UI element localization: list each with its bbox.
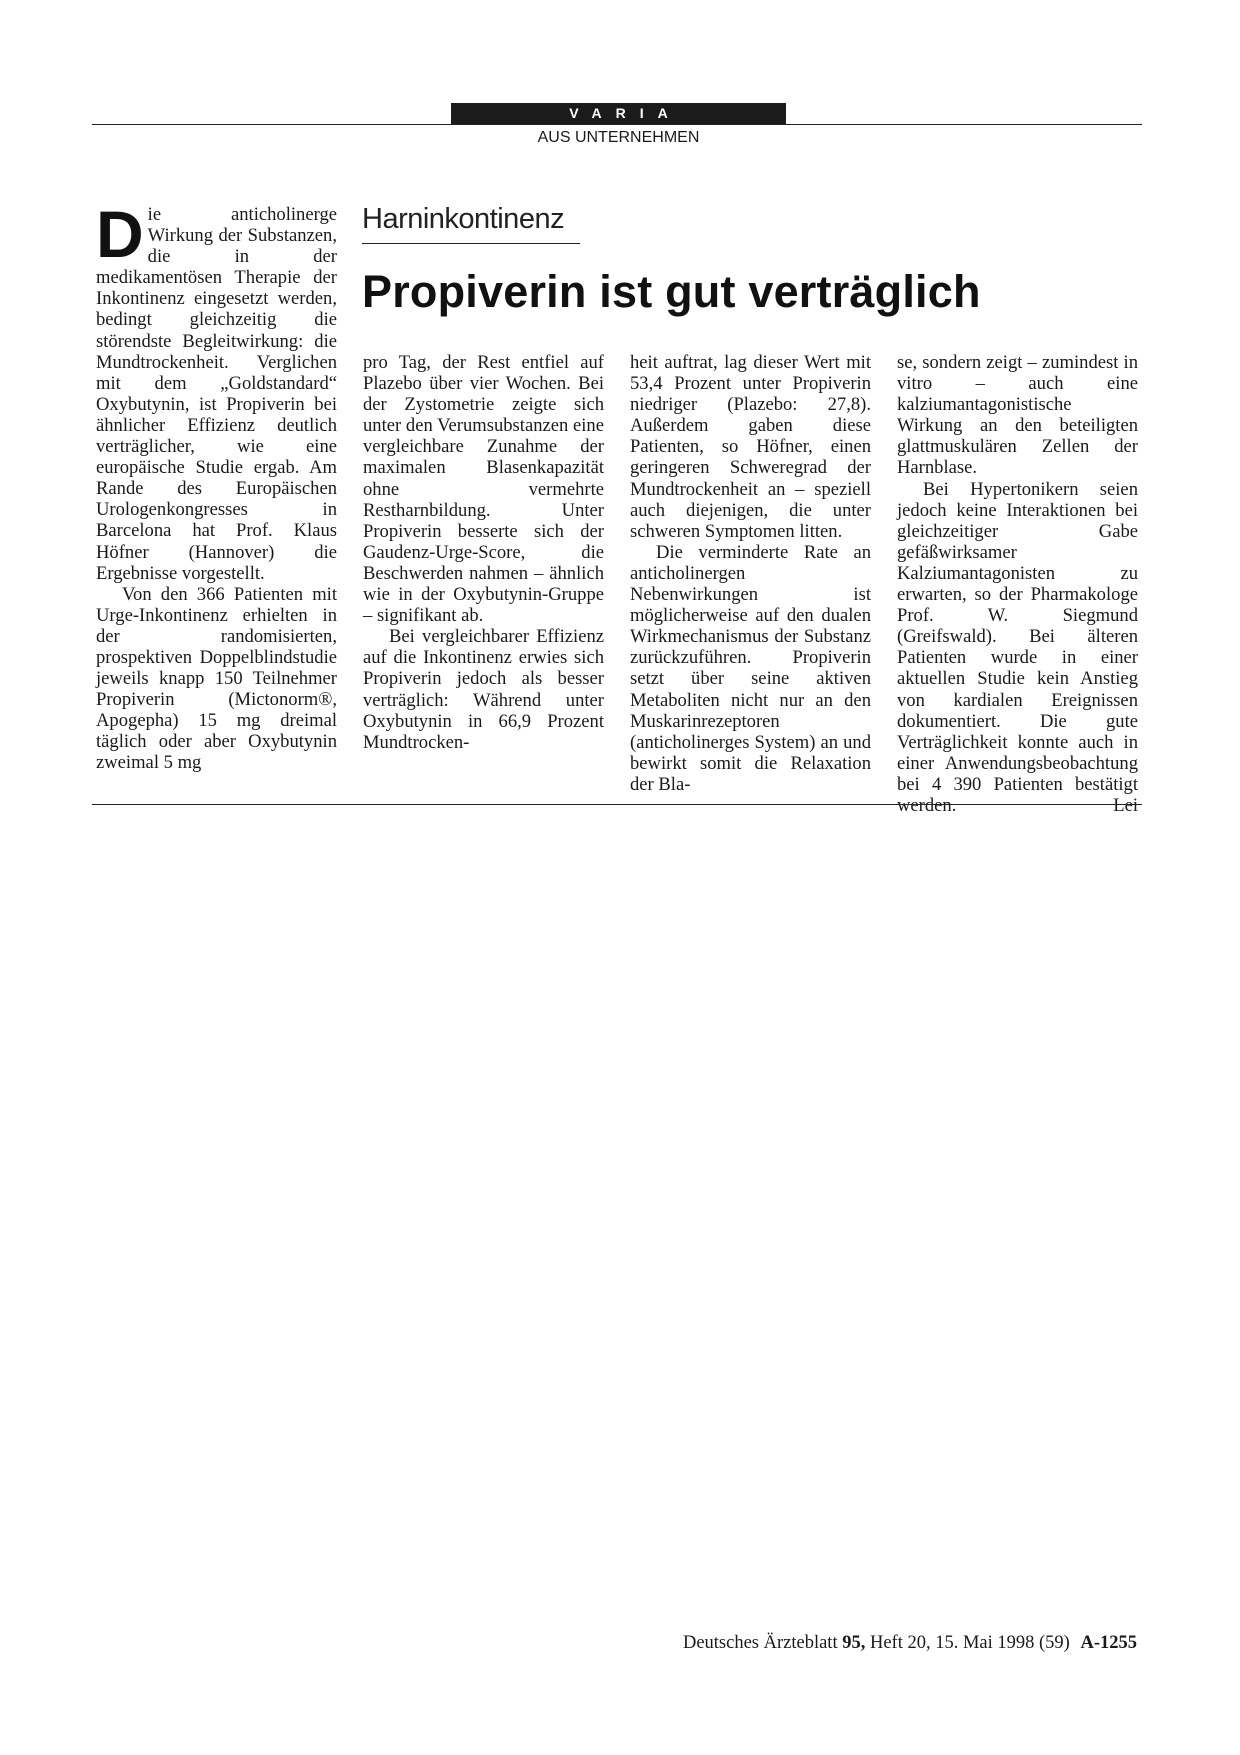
section-label: VARIA — [451, 103, 786, 124]
article-headline: Propiverin ist gut verträglich — [362, 266, 981, 317]
article-kicker: Harninkontinenz — [362, 203, 565, 235]
journal-name: Deutsches Ärzteblatt — [682, 1633, 838, 1653]
paragraph-text: Bei Hypertonikern seien jedoch keine Interaktionen bei gleichzeitiger Gabe gefäßwirksamer Kalziumantagonisten zu erwarten, so der Pharmakologe Prof. W. Siegmund (Greifswald). Bei älteren Patienten wurde in einer aktuellen Studie kein Anstieg von kardialen Ereignissen dokumentiert. Die gute Verträglichkeit konnte auch in einer Anwendungsbeobachtung bei 4 390 Patienten bestätigt werden. — [897, 478, 1138, 816]
journal-volume: 95, — [842, 1633, 866, 1653]
drop-cap: D — [96, 197, 144, 271]
text-column-3 — [630, 352, 871, 795]
paragraph: Von den 366 Patienten mit Urge-Inkontinenz erhielten in der randomisierten, prospektiven Doppelblindstudie jeweils knapp 150 Teilnehmer Propiverin (Mictonorm®, Apogepha) 15 mg dreimal täglich oder aber Oxybutynin zweimal 5 mg — [96, 583, 337, 774]
page-number: A-1255 — [1080, 1633, 1137, 1653]
kicker-underline — [362, 243, 580, 244]
paragraph: se, sondern zeigt – zumindest in vitro – auch eine kalziumantagonistische Wirkung an den beteiligten glattmuskulären Zellen der Harnblase. — [897, 352, 1138, 479]
paragraph: Bei vergleichbarer Effizienz auf die Inkontinenz erwies sich Propiverin jedoch als besser verträglich: Während unter Oxybutynin in 66,9 Prozent Mundtrocken- — [363, 626, 604, 753]
paragraph — [96, 197, 337, 584]
author-initials: Lei — [1113, 794, 1138, 816]
page-footer — [683, 1633, 1137, 1654]
article-end-rule — [92, 804, 1142, 805]
subsection-label: AUS UNTERNEHMEN — [537, 129, 700, 146]
paragraph: Die verminderte Rate an anticholinergen Nebenwirkungen ist möglicherweise auf den dualen Wirkmechanismus der Substanz zurückzuführen. Propiverin setzt über seine aktiven Metaboliten nicht nur an den Muskarinrezeptoren (anticholinerges System) an und bewirkt somit die Relaxation der Bla- — [630, 541, 871, 795]
text-column-2 — [363, 352, 604, 753]
paragraph — [897, 479, 1138, 817]
paragraph-text: ie anticholinerge Wirkung der Substanzen, die in der medikamentösen Therapie der Inkontinenz eingesetzt werden, bedingt gleichzeitig die störendste Begleitwirkung: die Mundtrockenheit. Verglichen mit dem „Goldstandard“ Oxybutynin, ist Propiverin bei ähnlicher Effizienz deutlich verträglicher, wie eine europäische Studie ergab. Am Rande des Europäischen Urologenkongresses in Barcelona hat Prof. Klaus Höfner (Hannover) die Ergebnisse vorgestellt. — [96, 204, 337, 584]
paragraph: pro Tag, der Rest entfiel auf Plazebo über vier Wochen. Bei der Zystometrie zeigte sich unter den Verumsubstanzen eine vergleichbare Zunahme der maximalen Blasenkapazität ohne vermehrte Restharnbildung. Unter Propiverin besserte sich der Gaudenz-Urge-Score, die Beschwerden nahmen – ähnlich wie in der Oxybutynin-Gruppe – signifikant ab. — [363, 352, 604, 627]
paragraph: heit auftrat, lag dieser Wert mit 53,4 Prozent unter Propiverin niedriger (Plazebo: 27,8). Außerdem gaben diese Patienten, so Höfner, einen geringeren Schweregrad der Mundtrockenheit an – speziell auch diejenigen, die unter schweren Symptomen litten. — [630, 352, 871, 542]
issue-info: Heft 20, 15. Mai 1998 (59) — [869, 1633, 1070, 1653]
text-column-1 — [96, 197, 337, 774]
text-column-4 — [897, 352, 1138, 816]
header-rule — [92, 124, 1142, 125]
